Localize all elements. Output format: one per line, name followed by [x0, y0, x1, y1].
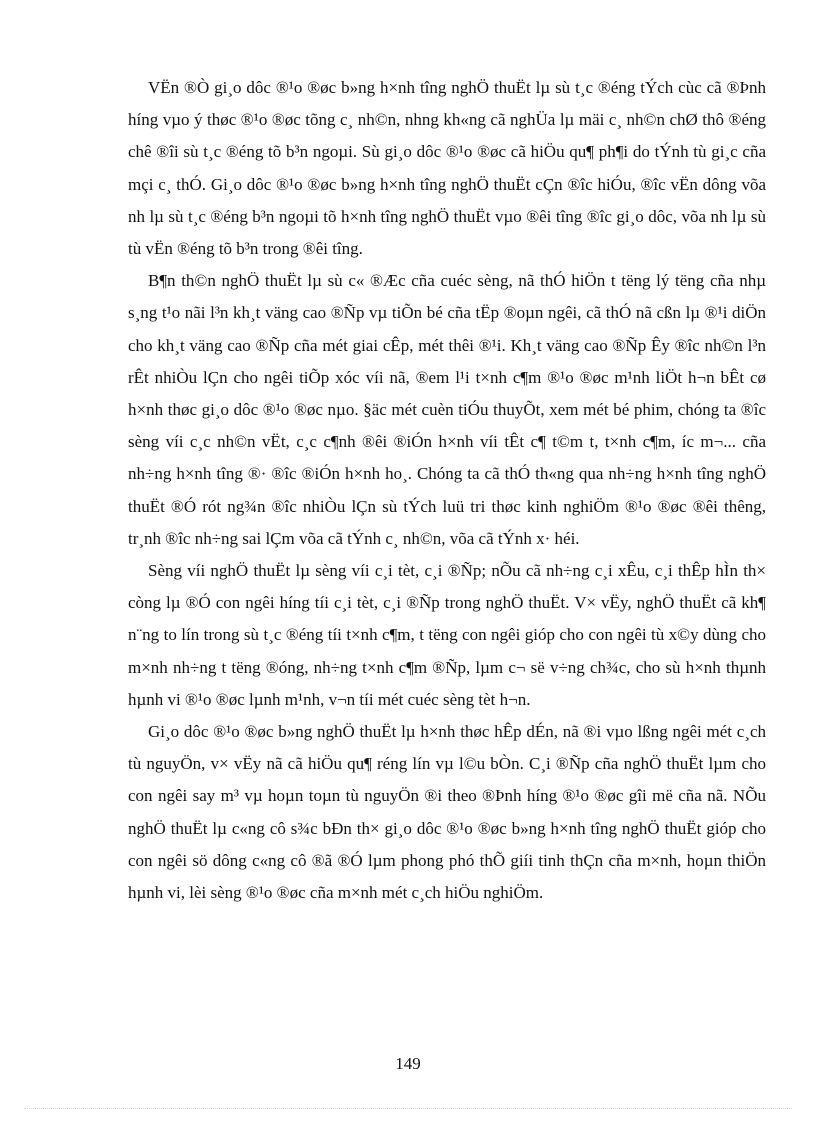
bottom-rule [24, 1108, 792, 1109]
page-number: 149 [395, 1054, 421, 1073]
paragraph-3: Sèng víi nghÖ thuËt lµ sèng víi c¸i tèt, c¸i ®Ñp; nÕu cã nh÷ng c¸i xÊu, c¸i thÊp hÌn th× còng lµ ®Ó con ngêi híng tíi c¸i tèt, c¸i ®Ñp trong nghÖ thuËt. V× vËy, nghÖ thuËt cã kh¶ n¨ng to lín trong sù t¸c ®éng tíi t×nh c¶m, t tëng con ngêi gióp cho con ngêi tù x©y dùng cho m×nh nh÷ng t tëng ®óng, nh÷ng t×nh c¶m ®Ñp, lµm c¬ së v÷ng ch¾c, cho sù h×nh thµnh hµnh vi ®¹o ®øc lµnh m¹nh, v¬n tíi mét cuéc sèng tèt h¬n. [128, 561, 766, 709]
paragraph-4: Gi¸o dôc ®¹o ®øc b»ng nghÖ thuËt lµ h×nh thøc hÊp dÉn, nã ®i vµo lßng ngêi mét c¸ch tù nguyÖn, v× vËy nã cã hiÖu qu¶ réng lín vµ l©u bÒn. C¸i ®Ñp cña nghÖ thuËt lµm cho con ngêi say m³ vµ hoµn toµn tù nguyÖn ®i theo ®Þnh híng ®¹o ®øc gîi më cña nã. NÕu nghÖ thuËt lµ c«ng cô s¾c bÐn th× gi¸o dôc ®¹o ®øc b»ng h×nh tîng nghÖ thuËt gióp cho con ngêi sö dông c«ng cô ®ã ®Ó lµm phong phó thÕ giíi tinh thÇn cña m×nh, hoµn thiÖn hµnh vi, lèi sèng ®¹o ®øc cña m×nh mét c¸ch hiÖu nghiÖm. [128, 722, 766, 903]
paragraph-2: B¶n th©n nghÖ thuËt lµ sù c« ®Æc cña cuéc sèng, nã thÓ hiÖn t tëng lý tëng cña nhµ s¸ng t¹o nãi l³n kh¸t väng cao ®Ñp vµ tiÕn bé cña tËp ®oµn ngêi, cã thÓ nã cßn lµ ®¹i diÖn cho kh¸t väng cao ®Ñp cña mét giai cÊp, mét thêi ®¹i. Kh¸t väng cao ®Ñp Êy ®îc nh©n l³n rÊt nhiÒu lÇn cho ngêi tiÕp xóc víi nã, ®em l¹i t×nh c¶m ®¹o ®øc m¹nh liÖt h¬n bÊt cø h×nh thøc gi¸o dôc ®¹o ®øc nµo. §äc mét cuèn tiÓu thuyÕt, xem mét bé phim, chóng ta ®îc sèng víi c¸c nh©n vËt, c¸c c¶nh ®êi ®iÓn h×nh víi tÊt c¶ t©m t, t×nh c¶m, íc m¬... cña nh÷ng h×nh tîng ®· ®îc ®iÓn h×nh ho¸. Chóng ta cã thÓ th«ng qua nh÷ng h×nh tîng nghÖ thuËt ®Ó rót ng¾n ®îc nhiÒu lÇn sù tÝch luü tri thøc kinh nghiÖm ®¹o ®øc ®êi thêng, tr¸nh ®îc nh÷ng sai lÇm võa cã tÝnh c¸ nh©n, võa cã tÝnh x· héi. [128, 271, 766, 548]
body-text [128, 72, 766, 909]
paragraph-1: VËn ®Ò gi¸o dôc ®¹o ®øc b»ng h×nh tîng nghÖ thuËt lµ sù t¸c ®éng tÝch cùc cã ®Þnh híng vµo ý thøc ®¹o ®øc tõng c¸ nh©n, nhng kh«ng cã nghÜa lµ mäi c¸ nh©n chØ thô ®éng chê ®îi sù t¸c ®éng tõ b³n ngoµi. Sù gi¸o dôc ®¹o ®øc cã hiÖu qu¶ ph¶i do tÝnh tù gi¸c cña mçi c¸ thÓ. Gi¸o dôc ®¹o ®øc b»ng h×nh tîng nghÖ thuËt cÇn ®îc hiÓu, ®îc vËn dông võa nh lµ sù t¸c ®éng b³n ngoµi tõ h×nh tîng nghÖ thuËt vµo ®êi tîng ®îc gi¸o dôc, võa nh lµ sù tù vËn ®éng tõ b³n trong ®êi tîng. [128, 78, 766, 259]
